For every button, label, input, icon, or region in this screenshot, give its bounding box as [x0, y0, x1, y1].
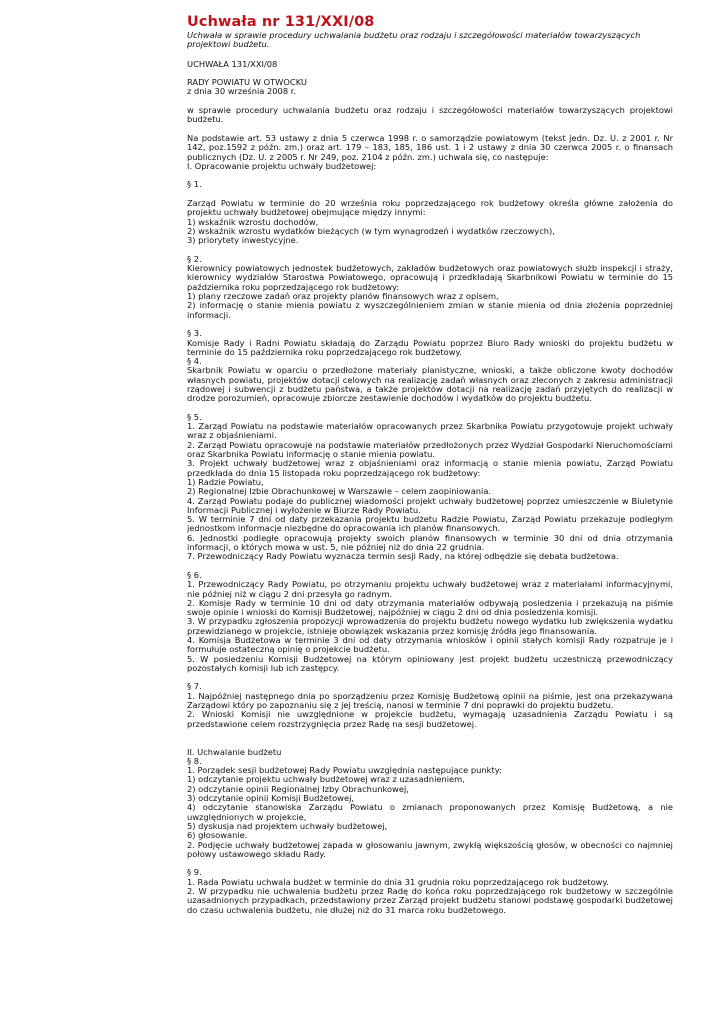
- paragraph-3: [187, 339, 673, 358]
- paragraph-line: 1. Porządek sesji budżetowej Rady Powiatu uwzględnia następujące punkty:: [187, 765, 502, 776]
- paragraph-line: 1) plany rzeczowe zadań oraz projekty planów finansowych wraz z opisem,: [187, 291, 499, 302]
- document-page: [187, 14, 673, 915]
- paragraph-line: 3. Projekt uchwały budżetowej wraz z objaśnieniami oraz informacją o stanie mienia powiatu, Zarząd Powiatu przedkłada do dnia 15 listopada roku poprzedzającego rok budżetowy:: [187, 458, 673, 478]
- paragraph-line: Komisje Rady i Radni Powiatu składają do Zarządu Powiatu poprzez Biuro Rady wnioski do projektu budżetu w terminie do 15 października roku poprzedzającego rok budżetowy.: [187, 337, 673, 357]
- paragraph-line: 1) wskaźnik wzrostu dochodów,: [187, 216, 319, 227]
- paragraph-line: 5. W terminie 7 dni od daty przekazania projektu budżetu Radzie Powiatu, Zarząd Powiatu przekazuje podległym jednostkom informacje niezbędne do opracowania ich planów finansowych.: [187, 514, 673, 534]
- paragraph-line: 2. W przypadku nie uchwalenia budżetu przez Radę do końca roku poprzedzającego rok budżetowy w szczególnie uzasadnionych przypadkach, przedstawiony przez Zarząd projekt budżetu stanowi podstawę gospodarki budżetowej do czasu uchwalenia budżetu, nie dłużej niż do 31 marca roku budżetowego.: [187, 886, 673, 915]
- document-title: Uchwała nr 131/XXI/08: [187, 14, 375, 30]
- paragraph-8-heading: § 8.: [187, 755, 202, 766]
- paragraph-line: 6) głosowanie.: [187, 830, 248, 841]
- paragraph-2-heading: § 2.: [187, 253, 202, 264]
- paragraph-line: 4. Zarząd Powiatu podaje do publicznej wiadomości projekt uchwały budżetowej poprzez umieszczenie w Biuletynie Informacji Publicznej i wyłożenie w Biurze Rady Powiatu.: [187, 495, 673, 515]
- paragraph-line: 3) odczytanie opinii Komisji Budżetowej,: [187, 793, 355, 804]
- paragraph-8: [187, 766, 673, 859]
- paragraph-5-heading: § 5.: [187, 411, 202, 422]
- paragraph-line: 2. Komisje Rady w terminie 10 dni od daty otrzymania materiałów odbywają posiedzenia i przekazują na piśmie swoje opinie i wnioski do Komisji Budżetowej, najpóźniej w ciągu 2 dni od dnia posiedzenia komisji.: [187, 597, 673, 618]
- paragraph-5: [187, 422, 673, 561]
- paragraph-7: [187, 692, 673, 729]
- paragraph-line: 2) informację o stanie mienia powiatu z wyszczególnieniem zmian w stanie mienia od dnia złożenia poprzedniej informacji.: [187, 300, 673, 320]
- paragraph-line: Skarbnik Powiatu w oparciu o przedłożone materiały planistyczne, wnioski, a także obliczone kwoty dochodów własnych powiatu, projektów dotacji celowych na realizację zadań własnych oraz zleconych z zakresu administracji rządowej i subwencji z budżetu państwa, a także projektów dotacji na realizację zadań przyjętych do realizacji w drodze porozumień, opracowuje zbiorcze zestawienie dochodów i wydatków do projektu budżetu.: [187, 365, 673, 404]
- paragraph-1-heading: § 1.: [187, 179, 202, 190]
- section-heading-2: II. Uchwalanie budżetu: [187, 746, 282, 757]
- paragraph-line: 4. Komisja Budżetowa w terminie 3 dni od daty otrzymania wniosków i opinii stałych komisji Rady rozpatruje je i formułuje ostateczną opinię o projekcie budżetu.: [187, 635, 673, 655]
- issuer: RADY POWIATU W OTWOCKU: [187, 77, 307, 88]
- paragraph-line: 5. W posiedzeniu Komisji Budżetowej na którym opiniowany jest projekt budżetu uczestniczą przewodniczący pozostałych komisji lub ich zastępcy.: [187, 653, 673, 673]
- paragraph-line: 3. W przypadku zgłoszenia propozycji wprowadzenia do projektu budżetu nowego wydatku lub zwiększenia wydatku przewidzianego w projekcie, istnieje obowiązek wskazania przez komisję źródła jego finansowania.: [187, 616, 673, 636]
- paragraph-line: 1. Zarząd Powiatu na podstawie materiałów opracowanych przez Skarbnika Powiatu przygotowuje projekt uchwały wraz z objaśnieniami.: [187, 421, 673, 441]
- paragraph-line: 2. Podjęcie uchwały budżetowej zapada w głosowaniu jawnym, zwykłą większością głosów, w obecności co najmniej połowy ustawowego składu Rady.: [187, 839, 673, 859]
- resolution-number: UCHWAŁA 131/XXI/08: [187, 58, 278, 69]
- paragraph-line: 6. Jednostki podległe opracowują projekty swoich planów finansowych w terminie 30 dni od dnia otrzymania informacji, o których mowa w ust. 5, nie później niż do dnia 22 grudnia.: [187, 532, 673, 553]
- paragraph-line: 1) Radzie Powiatu,: [187, 476, 264, 487]
- paragraph-1: [187, 199, 673, 245]
- paragraph-6: [187, 580, 673, 673]
- paragraph-line: 2) wskaźnik wzrostu wydatków bieżących (w tym wynagrodzeń i wydatków rzeczowych),: [187, 225, 555, 236]
- paragraph-3-heading: § 3.: [187, 328, 202, 339]
- paragraph-7-heading: § 7.: [187, 681, 202, 692]
- paragraph-line: 1) odczytanie projektu uchwały budżetowej wraz z uzasadnieniem,: [187, 774, 465, 785]
- legal-basis: Na podstawie art. 53 ustawy z dnia 5 czerwca 1998 r. o samorządzie powiatowym (tekst jedn. Dz. U. z 2001 r. Nr 142, poz.1592 z późn. zm.) oraz art. 179 – 183, 185, 186 ust. 1 i 2 ustawy z dnia 30 czerwca 2005 r. o finansach publicznych (Dz. U. z 2005 r. Nr 249, poz. 2104 z późn. zm.) uchwala się, co następuje:: [187, 132, 673, 162]
- resolution-subject: w sprawie procedury uchwalania budżetu oraz rodzaju i szczegółowości materiałów towarzyszących projektowi budżetu.: [187, 105, 673, 125]
- paragraph-4-heading: § 4.: [187, 356, 202, 367]
- paragraph-line: 2. Zarząd Powiatu opracowuje na podstawie materiałów przedłożonych przez Wydział Gospodarki Nieruchomościami oraz Skarbnika Powiatu informację o stanie mienia powiatu.: [187, 439, 673, 460]
- paragraph-9-heading: § 9.: [187, 867, 202, 878]
- paragraph-4: [187, 366, 673, 403]
- paragraph-2: [187, 264, 673, 320]
- paragraph-line: 2) Regionalnej Izbie Obrachunkowej w Warszawie – celem zaopiniowania.: [187, 486, 492, 497]
- paragraph-line: 2) odczytanie opinii Regionalnej Izby Obrachunkowej,: [187, 783, 409, 794]
- paragraph-6-heading: § 6.: [187, 569, 202, 580]
- paragraph-line: Kierownicy powiatowych jednostek budżetowych, zakładów budżetowych oraz powiatowych służb inspekcji i straży, kierownicy wydziałów Starostwa Powiatowego, opracowują i przedkładają Skarbnikowi Powiatu w terminie do 15 października roku poprzedzającego rok budżetowy:: [187, 263, 673, 292]
- paragraph-line: 5) dyskusja nad projektem uchwały budżetowej,: [187, 820, 388, 831]
- document-subtitle: Uchwała w sprawie procedury uchwalania budżetu oraz rodzaju i szczegółowości materiałów towarzyszących projektowi budżetu.: [187, 30, 641, 50]
- paragraph-line: 1. Przewodniczący Rady Powiatu, po otrzymaniu projektu uchwały budżetowej wraz z materiałami informacyjnymi, nie później niż w ciągu 2 dni przesyła go radnym.: [187, 579, 673, 599]
- paragraph-line: 4) odczytanie stanowiska Zarządu Powiatu o zmianach proponowanych przez Komisję Budżetową, a nie uwzględnionych w projekcie,: [187, 802, 673, 822]
- resolution-date: z dnia 30 września 2008 r.: [187, 86, 297, 97]
- paragraph-line: 2. Wnioski Komisji nie uwzględnione w projekcie budżetu, wymagają uzasadnienia Zarządu Powiatu i są przedstawione celem rozstrzygnięcia przez Radę na sesji budżetowej.: [187, 709, 673, 729]
- section-heading-1: I. Opracowanie projektu uchwały budżetowej:: [187, 160, 377, 171]
- paragraph-line: 1. Rada Powiatu uchwala budżet w terminie do dnia 31 grudnia roku poprzedzającego rok budżetowy.: [187, 876, 609, 887]
- paragraph-line: 1. Najpóźniej następnego dnia po sporządzeniu przez Komisję Budżetową opinii na piśmie, jest ona przekazywana Zarządowi który po zapoznaniu się z jej treścią, nanosi w terminie 7 dni poprawki do projektu budżetu.: [187, 690, 673, 711]
- paragraph-line: 7. Przewodniczący Rady Powiatu wyznacza termin sesji Rady, na której odbędzie się debata budżetowa.: [187, 551, 619, 562]
- paragraph-9: [187, 878, 673, 915]
- paragraph-line: 3) priorytety inwestycyjne.: [187, 235, 299, 246]
- paragraph-line: Zarząd Powiatu w terminie do 20 września roku poprzedzającego rok budżetowy określa główne założenia do projektu uchwały budżetowej obejmujące między innymi:: [187, 198, 673, 218]
